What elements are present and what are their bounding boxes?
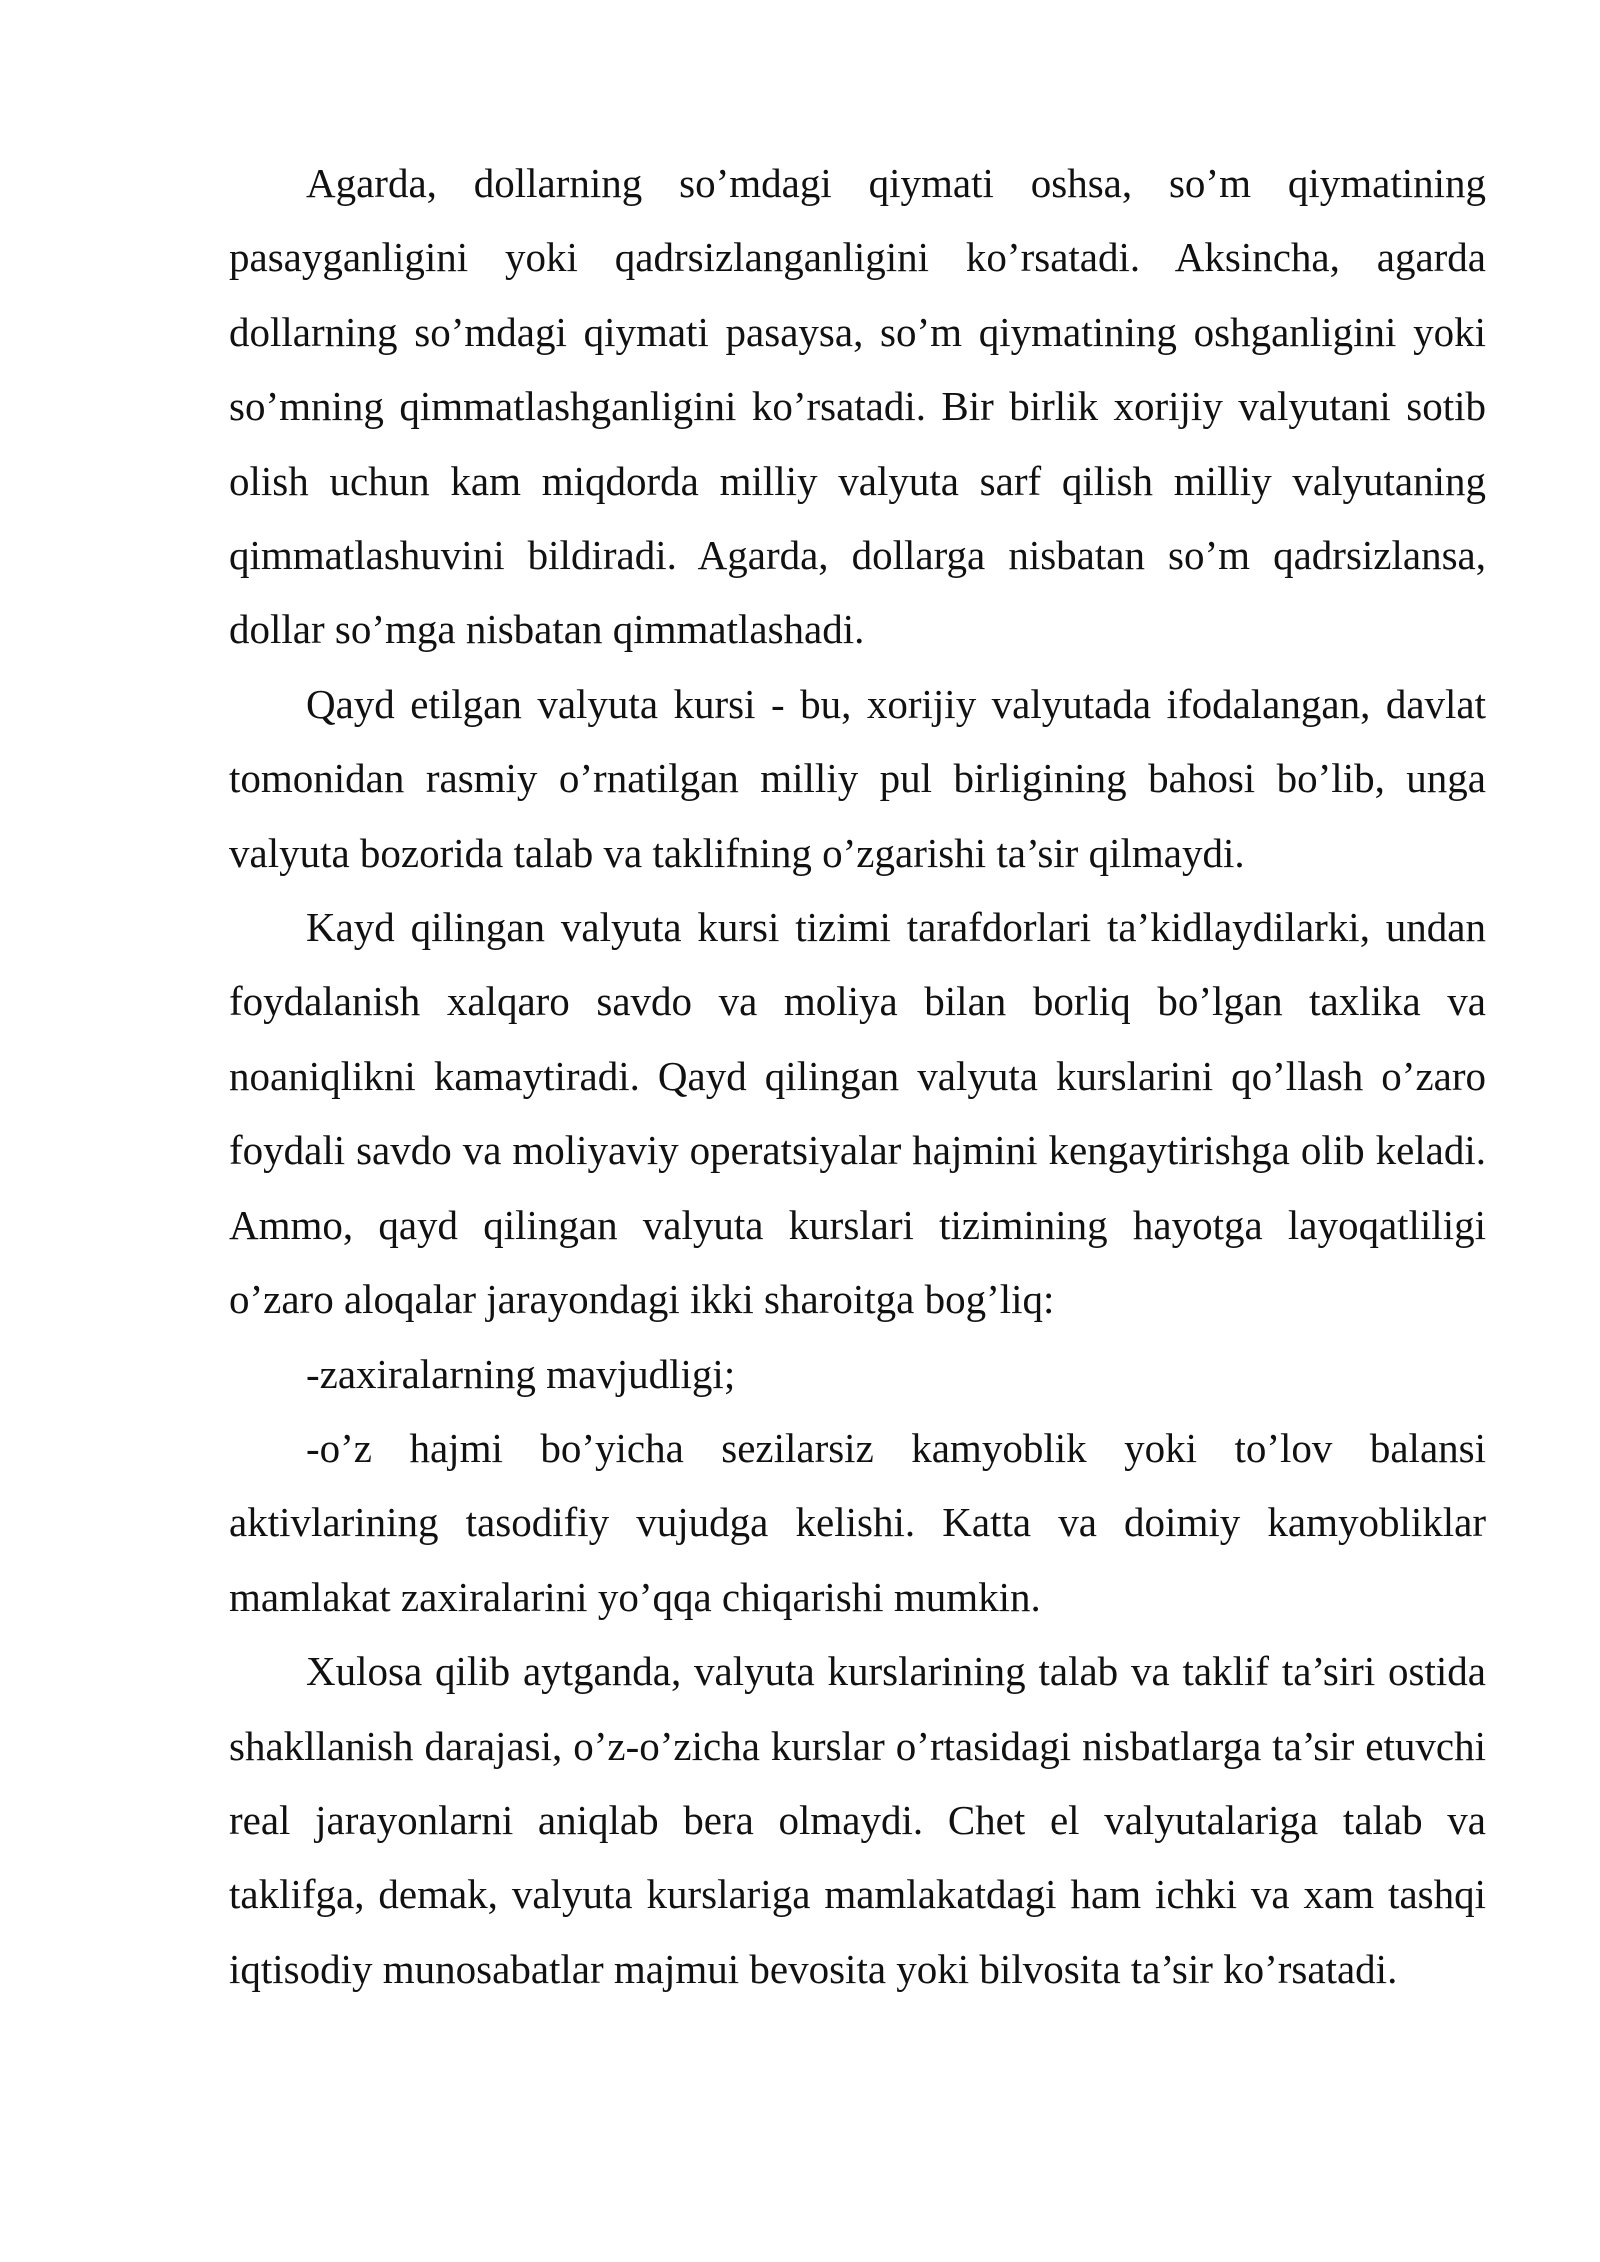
document-page <box>229 146 1486 2006</box>
paragraph-fixed-rate-definition: Qayd etilgan valyuta kursi - bu, xorijiy valyutada ifodalangan, davlat tomonidan rasmiy o’rnatilgan milliy pul birligining bahosi bo’lib, unga valyuta bozorida talab va taklifning o’zgarishi ta’sir qilmaydi. <box>229 680 1486 876</box>
paragraph-currency-appreciation: Agarda, dollarning so’mdagi qiymati oshsa, so’m qiymatining pasayganligini yoki qadrsizlanganligini ko’rsatadi. Aksincha, agarda dollarning so’mdagi qiymati pasaysa, so’m qiymatining oshganligini yoki so’mning qimmatlashganligini ko’rsatadi. Bir birlik xorijiy valyutani sotib olish uchun kam miqdorda milliy valyuta sarf qilish milliy valyutaning qimmatlashuvini bildiradi. Agarda, dollarga nisbatan so’m qadrsizlansa, dollar so’mga nisbatan qimmatlashadi. <box>229 160 1486 653</box>
list-item-reserves: -zaxiralarning mavjudligi; <box>306 1350 736 1397</box>
paragraph-fixed-rate-supporters: Kayd qilingan valyuta kursi tizimi tarafdorlari ta’kidlaydilarki, undan foydalanish xalqaro savdo va moliya bilan borliq bo’lgan taxlika va noaniqlikni kamaytiradi. Qayd qilingan valyuta kurslarini qo’llash o’zaro foydali savdo va moliyaviy operatsiyalar hajmini kengaytirishga olib keladi. Ammo, qayd qilingan valyuta kurslari tizimining hayotga layoqatliligi o’zaro aloqalar jarayondagi ikki sharoitga bog’liq: <box>229 904 1486 1323</box>
list-item-deficits: -o’z hajmi bo’yicha sezilarsiz kamyoblik yoki to’lov balansi aktivlarining tasodifiy vujudga kelishi. Katta va doimiy kamyobliklar mamlakat zaxiralarini yo’qqa chiqarishi mumkin. <box>229 1424 1486 1620</box>
paragraph-conclusion: Xulosa qilib aytganda, valyuta kurslarining talab va taklif ta’siri ostida shakllanish darajasi, o’z-o’zicha kurslar o’rtasidagi nisbatlarga ta’sir etuvchi real jarayonlarni aniqlab bera olmaydi. Chet el valyutalariga talab va taklifga, demak, valyuta kurslariga mamlakatdagi ham ichki va xam tashqi iqtisodiy munosabatlar majmui bevosita yoki bilvosita ta’sir ko’rsatadi. <box>229 1648 1486 1992</box>
